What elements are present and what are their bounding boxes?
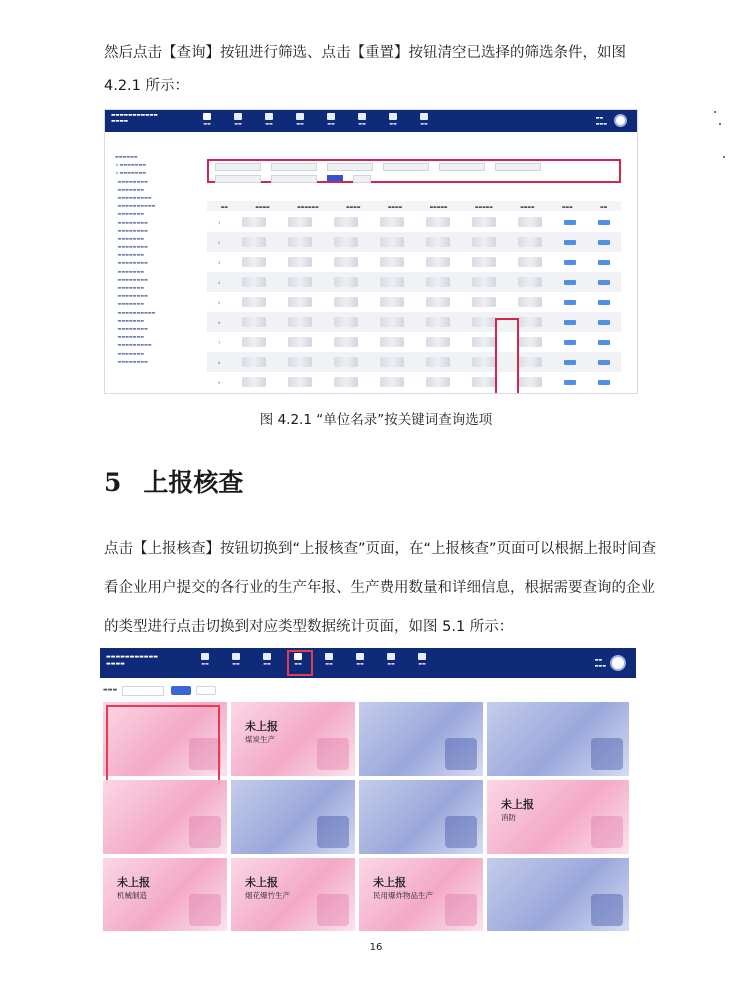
filter-input[interactable] <box>327 163 373 171</box>
selected-tile-highlight <box>106 705 220 785</box>
industry-tile[interactable] <box>359 702 483 776</box>
app-header-bar <box>105 110 637 132</box>
sidebar-item: ▬▬▬▬▬▬▬ <box>115 252 144 258</box>
intro-paragraph: 然后点击【查询】按钮进行筛选、点击【重置】按钮清空已选择的筛选条件，如图 4.2.1 所示： <box>104 45 626 94</box>
nav-book-icon: ▬▬ <box>262 112 276 126</box>
industry-illustration-icon <box>189 816 221 848</box>
sidebar-item: ▬▬▬▬▬▬▬ <box>115 235 144 241</box>
nav-grid-icon: ▬▬ <box>198 652 212 666</box>
industry-illustration-icon <box>591 894 623 926</box>
sidebar-item: ▬▬▬▬▬▬▬▬ <box>115 244 148 250</box>
section-number: 5 <box>104 468 122 497</box>
industry-illustration-icon <box>317 894 349 926</box>
filter-input[interactable] <box>271 163 317 171</box>
app-logo-text: ▬▬▬▬▬▬▬▬▬▬▬ ▬▬▬▬ <box>111 113 158 124</box>
app-nav <box>200 112 431 126</box>
sidebar-item: ▬▬▬▬▬▬▬▬▬ <box>115 342 152 348</box>
table-row: 7 <box>207 332 621 352</box>
query-button[interactable] <box>327 175 343 181</box>
sidebar-item: ▬▬▬▬▬▬▬▬▬▬ <box>115 309 156 315</box>
nav-chart-icon: ▬▬ <box>322 652 336 666</box>
industry-tile[interactable] <box>359 858 483 931</box>
page-number: 16 <box>369 942 383 953</box>
industry-tile[interactable] <box>487 780 629 854</box>
table-row: 8 <box>207 352 621 372</box>
keyword-filter-box <box>207 159 621 183</box>
table-body <box>207 212 621 392</box>
sidebar-item: ▬▬▬▬▬▬▬▬ <box>115 276 148 282</box>
nav-report-icon: ▬▬ <box>293 112 307 126</box>
filter-label: ▬▬▬ <box>103 687 118 693</box>
nav-doc-icon: ▬▬ <box>229 652 243 666</box>
table-row: 2 <box>207 232 621 252</box>
nav-grid-icon: ▬▬ <box>200 112 214 126</box>
unit-directory-main <box>207 134 629 389</box>
scan-speck <box>719 123 721 125</box>
sidebar-item: ▬▬▬▬▬▬▬ <box>115 186 144 192</box>
sidebar-item: ▬▬▬▬▬▬▬▬ <box>115 358 148 364</box>
app-logo-text: ▬▬▬▬▬▬▬▬▬▬▬ ▬▬▬▬ <box>106 654 158 667</box>
tile-status: 未上报 <box>245 876 278 889</box>
industry-illustration-icon <box>445 816 477 848</box>
app-nav <box>198 652 429 666</box>
filter-input[interactable] <box>215 163 261 171</box>
industry-tile[interactable] <box>231 780 355 854</box>
sidebar-item: ▬▬▬▬▬▬▬ <box>115 301 144 307</box>
filter-input[interactable] <box>495 163 541 171</box>
table-row: 1 <box>207 212 621 232</box>
tile-status: 未上报 <box>117 876 150 889</box>
nav-gear-icon: ▬▬ <box>415 652 429 666</box>
user-info: ▬▬ ▬▬▬ <box>594 657 606 668</box>
table-row: 9 <box>207 372 621 392</box>
tile-status: 未上报 <box>373 876 406 889</box>
avatar-icon <box>610 655 626 671</box>
nav-list-icon: ▬▬ <box>353 652 367 666</box>
tile-name: 民用爆炸物品生产 <box>373 891 433 900</box>
sidebar-item: ▬▬▬▬▬▬▬ <box>115 350 144 356</box>
sidebar-item: ▬▬▬▬▬▬ <box>115 154 138 159</box>
sidebar-item: ▸ ▬▬▬▬▬▬▬ <box>115 170 147 176</box>
nav-report-check-icon: ▬▬ <box>291 652 305 666</box>
user-info: ▬▬ ▬▬▬ <box>595 115 607 126</box>
sidebar-item: ▬▬▬▬▬▬▬▬ <box>115 325 148 331</box>
table-row: 6 <box>207 312 621 332</box>
report-check-nav-highlight <box>287 650 313 676</box>
industry-illustration-icon <box>591 816 623 848</box>
tile-name: 消防 <box>501 813 516 822</box>
table-row: 4 <box>207 272 621 292</box>
query-button[interactable] <box>171 686 191 695</box>
industry-illustration-icon <box>445 894 477 926</box>
sidebar-item: ▬▬▬▬▬▬▬ <box>115 268 144 274</box>
body-paragraph: 点击【上报核查】按钮切换到“上报核查”页面，在“上报核查”页面可以根据上报时间查看企业用户提交的各行业的生产年报、生产费用数量和详细信息，根据需要查询的企业的类型进行点击切换到对应类型数据统计页面，如图 5.1 所示： <box>104 541 657 635</box>
sidebar-item: ▬▬▬▬▬▬▬▬ <box>115 219 148 225</box>
filter-input[interactable] <box>439 163 485 171</box>
sidebar-item: ▬▬▬▬▬▬▬▬ <box>115 293 148 299</box>
nav-doc-icon: ▬▬ <box>231 112 245 126</box>
app-header-bar <box>100 648 636 678</box>
industry-tile[interactable] <box>487 702 629 776</box>
industry-illustration-icon <box>317 816 349 848</box>
avatar-icon <box>614 114 627 127</box>
industry-illustration-icon <box>445 738 477 770</box>
tile-name: 机械制造 <box>117 891 147 900</box>
nav-book-icon: ▬▬ <box>260 652 274 666</box>
section-title: 上报核查 <box>143 468 244 497</box>
reset-button[interactable] <box>196 686 216 695</box>
nav-list-icon: ▬▬ <box>355 112 369 126</box>
industry-illustration-icon <box>591 738 623 770</box>
figure1-caption: 图 4.2.1 “单位名录”按关键词查询选项 <box>259 412 493 428</box>
filter-input[interactable] <box>271 175 317 183</box>
section-heading <box>104 463 243 499</box>
tile-status: 未上报 <box>245 720 278 733</box>
table-row: 5 <box>207 292 621 312</box>
report-time-input[interactable] <box>122 686 164 696</box>
figure-unit-directory-screenshot <box>104 109 638 394</box>
scan-speck <box>723 156 725 158</box>
sidebar-item: ▸ ▬▬▬▬▬▬▬ <box>115 162 147 168</box>
report-time-filter <box>100 684 636 698</box>
filter-input[interactable] <box>383 163 429 171</box>
sidebar-item: ▬▬▬▬▬▬▬ <box>115 317 144 323</box>
sidebar-item: ▬▬▬▬▬▬▬▬▬ <box>115 194 152 200</box>
sidebar-item: ▬▬▬▬▬▬▬▬▬▬ <box>115 203 156 209</box>
operation-column-highlight <box>495 318 519 394</box>
sidebar-item: ▬▬▬▬▬▬▬ <box>115 211 144 217</box>
industry-tile[interactable] <box>103 780 227 854</box>
sidebar-tree <box>115 154 195 367</box>
industry-tile[interactable] <box>359 780 483 854</box>
tile-name: 烟花爆竹生产 <box>245 891 290 900</box>
sidebar-item: ▬▬▬▬▬▬▬▬ <box>115 178 148 184</box>
industry-tile[interactable] <box>487 858 629 931</box>
nav-chart-icon: ▬▬ <box>324 112 338 126</box>
nav-help-icon: ▬▬ <box>384 652 398 666</box>
industry-illustration-icon <box>317 738 349 770</box>
industry-tile-grid <box>103 702 633 931</box>
industry-illustration-icon <box>189 894 221 926</box>
sidebar-item: ▬▬▬▬▬▬▬ <box>115 285 144 290</box>
industry-tile[interactable] <box>103 858 227 931</box>
sidebar-item: ▬▬▬▬▬▬▬ <box>115 334 144 340</box>
nav-help-icon: ▬▬ <box>386 112 400 126</box>
tile-name: 煤炭生产 <box>245 735 275 744</box>
filter-input[interactable] <box>215 175 261 183</box>
industry-tile[interactable] <box>231 702 355 776</box>
sidebar-item: ▬▬▬▬▬▬▬▬ <box>115 227 148 233</box>
reset-button[interactable] <box>353 175 371 183</box>
industry-tile[interactable] <box>231 858 355 931</box>
scan-speck <box>714 111 716 113</box>
table-header: ▬▬ ▬▬▬▬ ▬▬▬▬▬▬ ▬▬▬▬ ▬▬▬▬ ▬▬▬▬▬ ▬▬▬▬▬ ▬▬▬▬ ▬▬▬ ▬▬ <box>207 201 621 211</box>
table-row: 3 <box>207 252 621 272</box>
tile-status: 未上报 <box>501 798 534 811</box>
sidebar-item: ▬▬▬▬▬▬▬▬ <box>115 260 148 266</box>
nav-gear-icon: ▬▬ <box>417 112 431 126</box>
figure-report-check-screenshot <box>100 648 636 931</box>
